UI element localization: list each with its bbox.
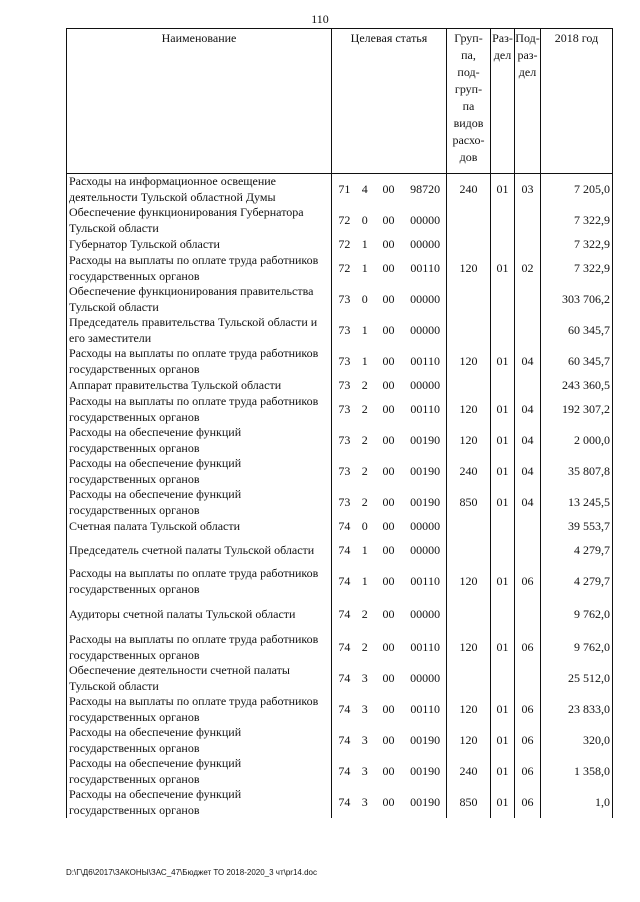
target-program: 74 bbox=[338, 542, 351, 557]
target-subprogram: 3 bbox=[361, 794, 368, 809]
target-subprogram: 2 bbox=[361, 494, 368, 509]
row-group bbox=[447, 663, 491, 694]
target-program: 72 bbox=[338, 260, 351, 275]
row-target-code bbox=[332, 725, 447, 756]
row-section bbox=[491, 535, 515, 566]
row-subsection: 06 bbox=[515, 566, 541, 597]
row-subsection: 06 bbox=[515, 694, 541, 725]
table-row bbox=[67, 253, 613, 284]
target-subprogram: 3 bbox=[361, 670, 368, 685]
table-body bbox=[67, 174, 613, 819]
row-group: 850 bbox=[447, 787, 491, 818]
row-section bbox=[491, 597, 515, 632]
row-section: 01 bbox=[491, 694, 515, 725]
header-subsection: Под- раз- дел bbox=[515, 29, 541, 174]
target-main-event: 00 bbox=[382, 212, 395, 227]
row-value-2018: 2 000,0 bbox=[541, 425, 613, 456]
row-value-2018: 7 322,9 bbox=[541, 236, 613, 253]
table-row bbox=[67, 787, 613, 818]
row-subsection bbox=[515, 597, 541, 632]
row-value-2018: 243 360,5 bbox=[541, 377, 613, 394]
table-row bbox=[67, 236, 613, 253]
target-program: 73 bbox=[338, 353, 351, 368]
row-name: Расходы на обеспечение функций государственных органов bbox=[67, 456, 332, 487]
target-direction: 00110 bbox=[410, 639, 440, 654]
table-header-row bbox=[67, 29, 613, 174]
row-name: Расходы на выплаты по оплате труда работников государственных органов bbox=[67, 394, 332, 425]
row-target-code bbox=[332, 487, 447, 518]
row-section bbox=[491, 663, 515, 694]
table-row bbox=[67, 456, 613, 487]
target-direction: 98720 bbox=[410, 181, 441, 196]
target-program: 73 bbox=[338, 377, 351, 392]
row-section: 01 bbox=[491, 174, 515, 206]
target-subprogram: 2 bbox=[361, 401, 368, 416]
row-target-code bbox=[332, 253, 447, 284]
table-row bbox=[67, 425, 613, 456]
row-value-2018: 7 322,9 bbox=[541, 253, 613, 284]
file-path-footer: D:\Г\Д6\2017\ЗАКОНЫ\ЗАС_47\Бюджет ТО 2018-2020_3 чт\pr14.doc bbox=[66, 868, 317, 877]
row-subsection bbox=[515, 377, 541, 394]
row-target-code bbox=[332, 315, 447, 346]
target-subprogram: 4 bbox=[361, 181, 368, 196]
row-target-code bbox=[332, 174, 447, 206]
row-subsection bbox=[515, 315, 541, 346]
row-name: Расходы на обеспечение функций государственных органов bbox=[67, 787, 332, 818]
row-value-2018: 4 279,7 bbox=[541, 566, 613, 597]
target-subprogram: 1 bbox=[361, 236, 368, 251]
row-group: 240 bbox=[447, 456, 491, 487]
row-group: 120 bbox=[447, 566, 491, 597]
row-name: Обеспечение функционирования правительства Тульской области bbox=[67, 284, 332, 315]
target-direction: 00190 bbox=[410, 494, 441, 509]
row-target-code bbox=[332, 694, 447, 725]
target-main-event: 00 bbox=[382, 401, 395, 416]
row-value-2018: 303 706,2 bbox=[541, 284, 613, 315]
row-name: Счетная палата Тульской области bbox=[67, 518, 332, 535]
row-group bbox=[447, 518, 491, 535]
row-name: Обеспечение функционирования Губернатора Тульской области bbox=[67, 205, 332, 236]
target-direction: 00110 bbox=[410, 260, 440, 275]
target-program: 73 bbox=[338, 401, 351, 416]
row-subsection bbox=[515, 663, 541, 694]
row-value-2018: 9 762,0 bbox=[541, 632, 613, 663]
row-target-code bbox=[332, 377, 447, 394]
target-direction: 00110 bbox=[410, 701, 440, 716]
row-section: 01 bbox=[491, 725, 515, 756]
row-name: Председатель счетной палаты Тульской области bbox=[67, 535, 332, 566]
row-name: Расходы на выплаты по оплате труда работников государственных органов bbox=[67, 253, 332, 284]
row-group: 120 bbox=[447, 346, 491, 377]
target-direction: 00000 bbox=[410, 518, 441, 533]
target-subprogram: 1 bbox=[361, 542, 368, 557]
row-name: Расходы на обеспечение функций государственных органов bbox=[67, 425, 332, 456]
target-program: 73 bbox=[338, 322, 351, 337]
row-target-code bbox=[332, 236, 447, 253]
target-direction: 00190 bbox=[410, 732, 441, 747]
row-value-2018: 4 279,7 bbox=[541, 535, 613, 566]
row-value-2018: 1,0 bbox=[541, 787, 613, 818]
row-section bbox=[491, 518, 515, 535]
row-name: Расходы на выплаты по оплате труда работников государственных органов bbox=[67, 632, 332, 663]
target-direction: 00190 bbox=[410, 463, 441, 478]
row-group: 240 bbox=[447, 174, 491, 206]
row-subsection: 04 bbox=[515, 346, 541, 377]
row-name: Аппарат правительства Тульской области bbox=[67, 377, 332, 394]
row-name: Расходы на выплаты по оплате труда работников государственных органов bbox=[67, 694, 332, 725]
target-main-event: 00 bbox=[382, 794, 395, 809]
row-group: 120 bbox=[447, 425, 491, 456]
target-subprogram: 3 bbox=[361, 763, 368, 778]
target-subprogram: 2 bbox=[361, 639, 368, 654]
row-section: 01 bbox=[491, 787, 515, 818]
target-program: 74 bbox=[338, 670, 351, 685]
table-row bbox=[67, 694, 613, 725]
row-section: 01 bbox=[491, 632, 515, 663]
row-group: 850 bbox=[447, 487, 491, 518]
target-direction: 00110 bbox=[410, 353, 440, 368]
row-group: 120 bbox=[447, 632, 491, 663]
target-main-event: 00 bbox=[382, 701, 395, 716]
table-row bbox=[67, 566, 613, 597]
table-row bbox=[67, 518, 613, 535]
target-main-event: 00 bbox=[382, 573, 395, 588]
row-subsection: 04 bbox=[515, 487, 541, 518]
header-group: Груп- па, под- груп- па видов расхо- дов bbox=[447, 29, 491, 174]
row-name: Расходы на обеспечение функций государственных органов bbox=[67, 756, 332, 787]
target-program: 73 bbox=[338, 432, 351, 447]
target-subprogram: 2 bbox=[361, 432, 368, 447]
row-section bbox=[491, 284, 515, 315]
row-subsection: 06 bbox=[515, 632, 541, 663]
row-target-code bbox=[332, 632, 447, 663]
row-name: Аудиторы счетной палаты Тульской области bbox=[67, 597, 332, 632]
table-row bbox=[67, 756, 613, 787]
row-group bbox=[447, 284, 491, 315]
target-subprogram: 0 bbox=[361, 291, 368, 306]
row-section bbox=[491, 205, 515, 236]
target-direction: 00000 bbox=[410, 606, 441, 621]
row-value-2018: 320,0 bbox=[541, 725, 613, 756]
target-direction: 00190 bbox=[410, 763, 441, 778]
row-group bbox=[447, 535, 491, 566]
target-subprogram: 1 bbox=[361, 260, 368, 275]
row-subsection bbox=[515, 205, 541, 236]
row-target-code bbox=[332, 284, 447, 315]
row-value-2018: 23 833,0 bbox=[541, 694, 613, 725]
row-subsection bbox=[515, 236, 541, 253]
target-subprogram: 2 bbox=[361, 377, 368, 392]
row-name: Расходы на выплаты по оплате труда работников государственных органов bbox=[67, 566, 332, 597]
row-subsection: 06 bbox=[515, 725, 541, 756]
row-value-2018: 7 322,9 bbox=[541, 205, 613, 236]
target-direction: 00000 bbox=[410, 291, 441, 306]
table-row bbox=[67, 725, 613, 756]
target-program: 74 bbox=[338, 573, 351, 588]
row-name: Расходы на обеспечение функций государственных органов bbox=[67, 725, 332, 756]
table-row bbox=[67, 663, 613, 694]
header-section: Раз- дел bbox=[491, 29, 515, 174]
row-target-code bbox=[332, 518, 447, 535]
target-main-event: 00 bbox=[382, 260, 395, 275]
target-program: 74 bbox=[338, 732, 351, 747]
target-direction: 00190 bbox=[410, 432, 441, 447]
target-main-event: 00 bbox=[382, 377, 395, 392]
table-row bbox=[67, 315, 613, 346]
row-group: 240 bbox=[447, 756, 491, 787]
table-row bbox=[67, 284, 613, 315]
row-value-2018: 39 553,7 bbox=[541, 518, 613, 535]
target-subprogram: 3 bbox=[361, 701, 368, 716]
target-program: 74 bbox=[338, 763, 351, 778]
row-target-code bbox=[332, 346, 447, 377]
row-group bbox=[447, 597, 491, 632]
target-subprogram: 2 bbox=[361, 463, 368, 478]
header-year: 2018 год bbox=[541, 29, 613, 174]
target-subprogram: 0 bbox=[361, 212, 368, 227]
row-value-2018: 7 205,0 bbox=[541, 174, 613, 206]
row-subsection: 04 bbox=[515, 394, 541, 425]
header-name: Наименование bbox=[67, 29, 332, 174]
target-program: 73 bbox=[338, 463, 351, 478]
table-row bbox=[67, 394, 613, 425]
target-main-event: 00 bbox=[382, 463, 395, 478]
target-subprogram: 0 bbox=[361, 518, 368, 533]
target-main-event: 00 bbox=[382, 494, 395, 509]
target-program: 73 bbox=[338, 494, 351, 509]
row-subsection bbox=[515, 284, 541, 315]
row-value-2018: 9 762,0 bbox=[541, 597, 613, 632]
row-name: Председатель правительства Тульской области и его заместители bbox=[67, 315, 332, 346]
row-section: 01 bbox=[491, 456, 515, 487]
row-target-code bbox=[332, 597, 447, 632]
row-target-code bbox=[332, 663, 447, 694]
row-value-2018: 35 807,8 bbox=[541, 456, 613, 487]
row-target-code bbox=[332, 205, 447, 236]
target-subprogram: 1 bbox=[361, 573, 368, 588]
target-program: 71 bbox=[338, 181, 351, 196]
target-direction: 00110 bbox=[410, 401, 440, 416]
target-main-event: 00 bbox=[382, 763, 395, 778]
row-section bbox=[491, 377, 515, 394]
target-subprogram: 1 bbox=[361, 353, 368, 368]
row-section: 01 bbox=[491, 425, 515, 456]
row-group: 120 bbox=[447, 394, 491, 425]
row-section bbox=[491, 315, 515, 346]
target-direction: 00000 bbox=[410, 322, 441, 337]
page-number: 110 bbox=[311, 12, 329, 26]
target-program: 72 bbox=[338, 236, 351, 251]
header-target: Целевая статья bbox=[332, 29, 447, 174]
table-row bbox=[67, 174, 613, 206]
target-main-event: 00 bbox=[382, 542, 395, 557]
row-name: Расходы на выплаты по оплате труда работников государственных органов bbox=[67, 346, 332, 377]
table-row bbox=[67, 205, 613, 236]
row-subsection: 04 bbox=[515, 425, 541, 456]
target-program: 74 bbox=[338, 639, 351, 654]
row-value-2018: 25 512,0 bbox=[541, 663, 613, 694]
target-subprogram: 2 bbox=[361, 606, 368, 621]
target-main-event: 00 bbox=[382, 432, 395, 447]
target-main-event: 00 bbox=[382, 236, 395, 251]
target-direction: 00000 bbox=[410, 670, 441, 685]
row-group: 120 bbox=[447, 694, 491, 725]
target-subprogram: 1 bbox=[361, 322, 368, 337]
row-target-code bbox=[332, 456, 447, 487]
target-main-event: 00 bbox=[382, 181, 395, 196]
target-program: 73 bbox=[338, 291, 351, 306]
table-row bbox=[67, 346, 613, 377]
target-direction: 00000 bbox=[410, 236, 441, 251]
row-section: 01 bbox=[491, 487, 515, 518]
target-main-event: 00 bbox=[382, 639, 395, 654]
row-name: Расходы на информационное освещение деятельности Тульской областной Думы bbox=[67, 174, 332, 206]
row-target-code bbox=[332, 394, 447, 425]
row-group: 120 bbox=[447, 725, 491, 756]
table-row bbox=[67, 377, 613, 394]
table-row bbox=[67, 535, 613, 566]
target-main-event: 00 bbox=[382, 606, 395, 621]
table-row bbox=[67, 632, 613, 663]
row-section: 01 bbox=[491, 394, 515, 425]
row-target-code bbox=[332, 787, 447, 818]
row-subsection: 02 bbox=[515, 253, 541, 284]
row-target-code bbox=[332, 425, 447, 456]
row-subsection: 06 bbox=[515, 787, 541, 818]
row-target-code bbox=[332, 566, 447, 597]
target-program: 74 bbox=[338, 606, 351, 621]
table-row bbox=[67, 487, 613, 518]
target-program: 74 bbox=[338, 518, 351, 533]
row-section: 01 bbox=[491, 566, 515, 597]
row-group bbox=[447, 377, 491, 394]
target-main-event: 00 bbox=[382, 670, 395, 685]
row-group bbox=[447, 315, 491, 346]
target-direction: 00190 bbox=[410, 794, 441, 809]
row-subsection: 04 bbox=[515, 456, 541, 487]
row-group: 120 bbox=[447, 253, 491, 284]
target-main-event: 00 bbox=[382, 291, 395, 306]
target-direction: 00110 bbox=[410, 573, 440, 588]
target-main-event: 00 bbox=[382, 732, 395, 747]
budget-table bbox=[66, 28, 613, 818]
row-target-code bbox=[332, 535, 447, 566]
row-group bbox=[447, 205, 491, 236]
row-value-2018: 13 245,5 bbox=[541, 487, 613, 518]
row-subsection bbox=[515, 535, 541, 566]
row-subsection bbox=[515, 518, 541, 535]
row-section: 01 bbox=[491, 253, 515, 284]
target-direction: 00000 bbox=[410, 212, 441, 227]
row-section: 01 bbox=[491, 756, 515, 787]
row-group bbox=[447, 236, 491, 253]
row-subsection: 06 bbox=[515, 756, 541, 787]
row-target-code bbox=[332, 756, 447, 787]
row-value-2018: 192 307,2 bbox=[541, 394, 613, 425]
target-main-event: 00 bbox=[382, 322, 395, 337]
row-name: Обеспечение деятельности счетной палаты Тульской области bbox=[67, 663, 332, 694]
row-value-2018: 60 345,7 bbox=[541, 346, 613, 377]
target-main-event: 00 bbox=[382, 353, 395, 368]
target-program: 74 bbox=[338, 794, 351, 809]
target-subprogram: 3 bbox=[361, 732, 368, 747]
target-program: 74 bbox=[338, 701, 351, 716]
target-direction: 00000 bbox=[410, 542, 441, 557]
target-main-event: 00 bbox=[382, 518, 395, 533]
row-value-2018: 60 345,7 bbox=[541, 315, 613, 346]
target-direction: 00000 bbox=[410, 377, 441, 392]
row-section: 01 bbox=[491, 346, 515, 377]
row-value-2018: 1 358,0 bbox=[541, 756, 613, 787]
table-row bbox=[67, 597, 613, 632]
target-program: 72 bbox=[338, 212, 351, 227]
row-subsection: 03 bbox=[515, 174, 541, 206]
row-name: Губернатор Тульской области bbox=[67, 236, 332, 253]
row-name: Расходы на обеспечение функций государственных органов bbox=[67, 487, 332, 518]
row-section bbox=[491, 236, 515, 253]
